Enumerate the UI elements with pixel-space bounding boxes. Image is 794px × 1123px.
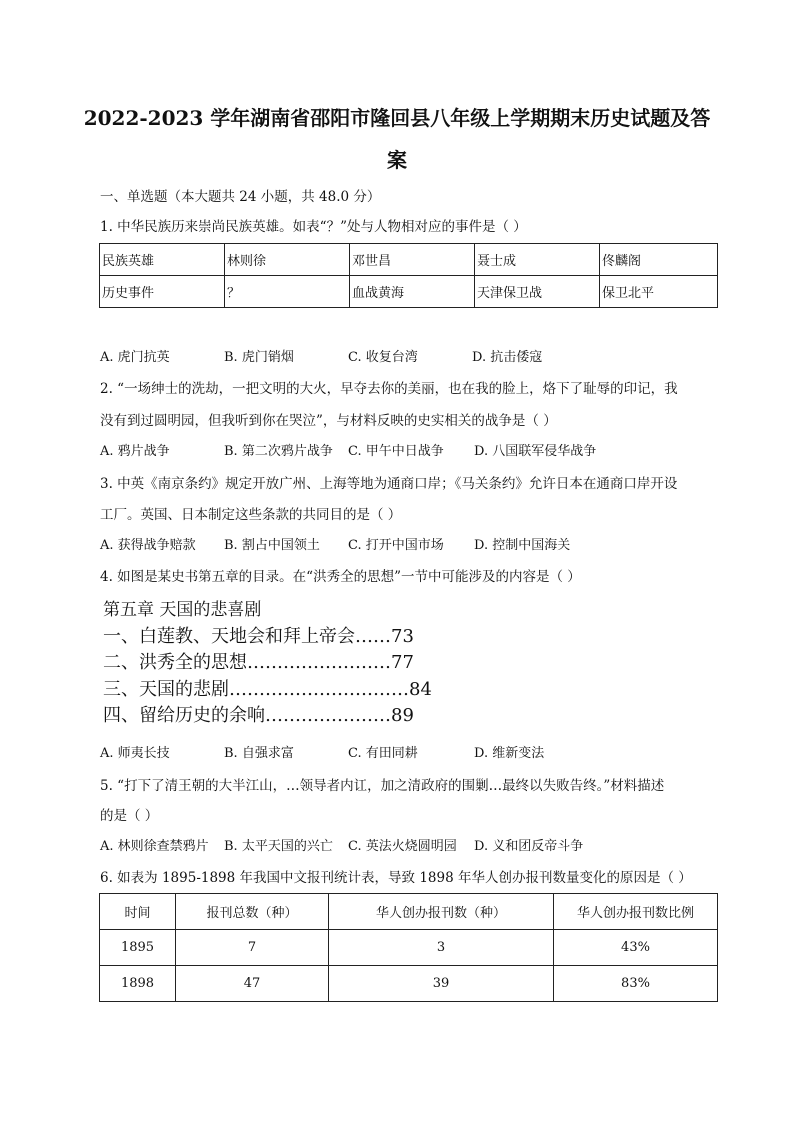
table-cell: 血战黄海 xyxy=(350,276,475,308)
table-cell: 历史事件 xyxy=(100,276,225,308)
question-4-options xyxy=(100,744,544,764)
table-cell: 43% xyxy=(554,930,718,966)
table-cell: 83% xyxy=(554,966,718,1002)
table-cell: 保卫北平 xyxy=(600,276,718,308)
table-cell: 佟麟阁 xyxy=(600,244,718,276)
question-3-line1: 3. 中英《南京条约》规定开放广州、上海等地为通商口岸；《马关条约》允许日本在通商口岸开设 xyxy=(100,476,678,492)
contents-heading: 第五章 天国的悲喜剧 xyxy=(103,600,262,620)
table-cell: 聂士成 xyxy=(475,244,600,276)
option-b[interactable]: B. 割占中国领土 xyxy=(224,538,320,553)
hero-event-table xyxy=(99,243,718,308)
question-3-options xyxy=(100,536,570,556)
section-heading: 一、单选题（本大题共 24 小题，共 48.0 分） xyxy=(100,189,381,205)
table-header-cell: 时间 xyxy=(100,894,176,930)
table-cell: 39 xyxy=(329,966,554,1002)
table-cell: 林则徐 xyxy=(225,244,350,276)
option-d[interactable]: D. 义和团反帝斗争 xyxy=(474,839,584,854)
table-cell: 3 xyxy=(329,930,554,966)
table-row xyxy=(100,276,718,308)
table-cell: 邓世昌 xyxy=(350,244,475,276)
question-1-options xyxy=(100,348,542,368)
question-3-line2: 工厂。英国、日本制定这些条款的共同目的是（ ） xyxy=(100,507,402,523)
table-cell: 7 xyxy=(176,930,329,966)
question-5-line2: 的是（ ） xyxy=(100,808,159,824)
table-cell: 47 xyxy=(176,966,329,1002)
option-b[interactable]: B. 第二次鸦片战争 xyxy=(224,444,333,459)
option-d[interactable]: D. 八国联军侵华战争 xyxy=(474,444,597,459)
newspaper-stats-table xyxy=(99,893,718,1002)
table-header-cell: 报刊总数（种） xyxy=(176,894,329,930)
question-4-stem: 4. 如图是某史书第五章的目录。在“洪秀全的思想”一节中可能涉及的内容是（ ） xyxy=(100,569,581,585)
question-2-line1: 2. “一场绅士的洗劫，一把文明的大火，早夺去你的美丽，也在我的脸上，烙下了耻辱的印记，我 xyxy=(100,381,678,397)
option-a[interactable]: A. 获得战争赔款 xyxy=(100,538,196,553)
option-a[interactable]: A. 林则徐查禁鸦片 xyxy=(100,839,209,854)
option-c[interactable]: C. 甲午中日战争 xyxy=(348,444,444,459)
question-5-options xyxy=(100,837,583,857)
question-5-line1: 5. “打下了清王朝的大半江山，…领导者内讧，加之清政府的围剿…最终以失败告终。”材料描述 xyxy=(100,778,665,794)
contents-item: 一、白莲教、天地会和拜上帝会……73 xyxy=(103,625,414,647)
table-header-cell: 华人创办报刊数（种） xyxy=(329,894,554,930)
table-row xyxy=(100,244,718,276)
contents-item: 二、洪秀全的思想……………………77 xyxy=(103,652,414,673)
table-header-row xyxy=(100,894,718,930)
contents-item: 三、天国的悲剧…………………………84 xyxy=(103,678,432,700)
option-d[interactable]: D. 控制中国海关 xyxy=(474,538,571,553)
table-header-cell: 华人创办报刊数比例 xyxy=(554,894,718,930)
page-title-line1: 2022-2023 学年湖南省邵阳市隆回县八年级上学期期末历史试题及答 xyxy=(83,106,711,130)
question-6-stem: 6. 如表为 1895-1898 年我国中文报刊统计表，导致 1898 年华人创办报刊数量变化的原因是（ ） xyxy=(100,870,692,886)
question-2-options xyxy=(100,442,596,462)
option-b[interactable]: B. 虎门销烟 xyxy=(224,350,294,365)
option-a[interactable]: A. 师夷长技 xyxy=(100,746,170,761)
table-cell: 1895 xyxy=(100,930,176,966)
table-cell: 1898 xyxy=(100,966,176,1002)
option-c[interactable]: C. 英法火烧圆明园 xyxy=(348,839,457,854)
option-d[interactable]: D. 抗击倭寇 xyxy=(472,350,543,365)
option-c[interactable]: C. 收复台湾 xyxy=(348,350,418,365)
table-cell: ？ xyxy=(225,276,350,308)
option-c[interactable]: C. 有田同耕 xyxy=(348,746,418,761)
option-b[interactable]: B. 太平天国的兴亡 xyxy=(224,839,333,854)
question-1-stem: 1. 中华民族历来崇尚民族英雄。如表“？”处与人物相对应的事件是（ ） xyxy=(100,219,527,235)
option-c[interactable]: C. 打开中国市场 xyxy=(348,538,444,553)
table-row xyxy=(100,966,718,1002)
page-title-line2: 案 xyxy=(387,148,407,172)
contents-item: 四、留给历史的余响…………………89 xyxy=(103,705,414,726)
option-a[interactable]: A. 虎门抗英 xyxy=(100,350,170,365)
table-row xyxy=(100,930,718,966)
option-b[interactable]: B. 自强求富 xyxy=(224,746,294,761)
option-a[interactable]: A. 鸦片战争 xyxy=(100,444,170,459)
option-d[interactable]: D. 维新变法 xyxy=(474,746,545,761)
table-cell: 天津保卫战 xyxy=(475,276,600,308)
book-contents-image xyxy=(103,597,503,730)
table-cell: 民族英雄 xyxy=(100,244,225,276)
question-2-line2: 没有到过圆明园，但我听到你在哭泣”，与材料反映的史实相关的战争是（ ） xyxy=(100,413,557,429)
